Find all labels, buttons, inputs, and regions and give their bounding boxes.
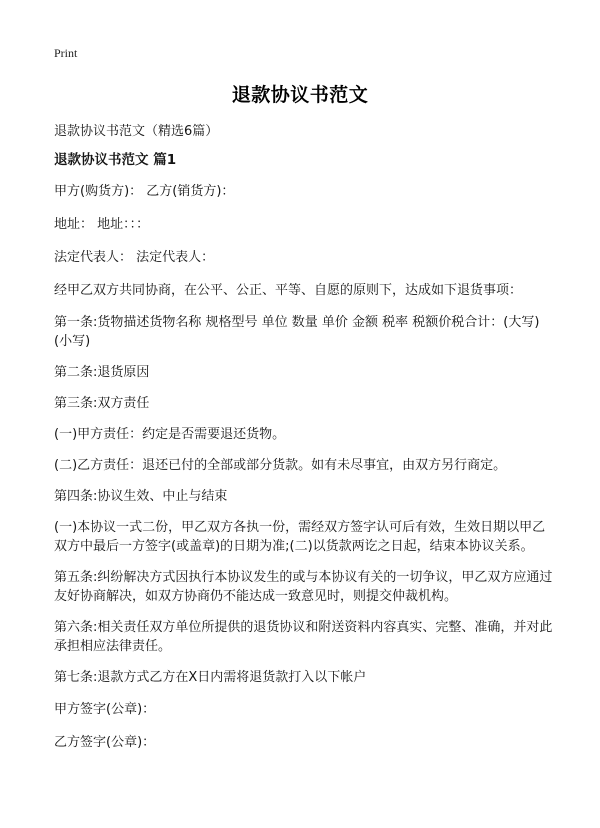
article-3-clause-2: (二)乙方责任：退还已付的全部或部分货款。如有未尽事宜，由双方另行商定。 (54, 458, 507, 473)
article-4-clauses: (一)本协议一式二份，甲乙双方各执一份，需经双方签字认可后有效，生效日期以甲乙双方中最后一方签字(或盖章)的日期为准;(二)以货款两讫之日起，结束本协议关系。 (54, 520, 546, 554)
address-line: 地址： 地址：：： (54, 217, 150, 232)
article-7: 第七条:退款方式乙方在X日内需将退货款打入以下帐户 (54, 670, 367, 685)
article-2: 第二条:退货原因 (54, 365, 150, 380)
section-heading: 退款协议书范文 篇1 (54, 152, 177, 168)
document-subtitle: 退款协议书范文（精选6篇） (54, 124, 219, 139)
preamble-paragraph: 经甲乙双方共同协商，在公平、公正、平等、自愿的原则下，达成如下退货事项： (54, 283, 523, 298)
party-a-signature: 甲方签字(公章)： (54, 702, 156, 717)
article-3-clause-1: (一)甲方责任：约定是否需要退还货物。 (54, 427, 286, 442)
legal-representative-line: 法定代表人： 法定代表人： (54, 250, 215, 265)
article-1: 第一条:货物描述货物名称 规格型号 单位 数量 单价 金额 税率 税额价税合计：(大写)(小写) (54, 315, 540, 349)
party-line: 甲方(购货方)： 乙方(销货方)： (54, 184, 235, 199)
article-5: 第五条:纠纷解决方式因执行本协议发生的或与本协议有关的一切争议，甲乙双方应通过友好协商解决，如双方协商仍不能达成一致意见时，则提交仲裁机构。 (54, 570, 553, 604)
article-4: 第四条:协议生效、中止与结束 (54, 489, 228, 504)
party-b-signature: 乙方签字(公章)： (54, 735, 156, 750)
page-title: 退款协议书范文 (231, 84, 369, 106)
print-link[interactable]: Print (54, 46, 78, 60)
document-body (54, 122, 554, 752)
article-3: 第三条:双方责任 (54, 396, 150, 411)
article-6: 第六条:相关责任双方单位所提供的退货协议和附送资料内容真实、完整、准确，并对此承担相应法律责任。 (54, 620, 553, 654)
